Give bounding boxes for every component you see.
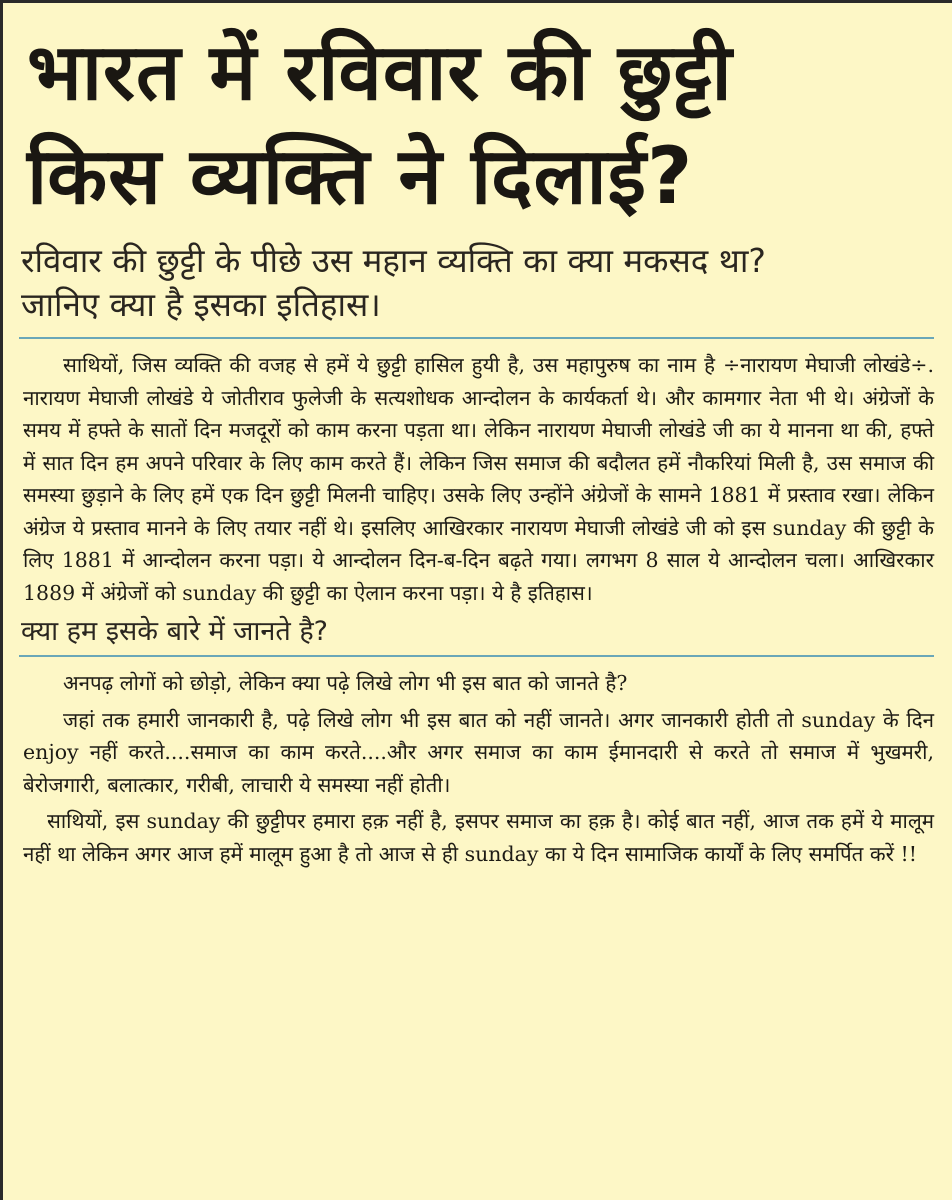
article-paragraph-1: साथियों, जिस व्यक्ति की वजह से हमें ये छुट्टी हासिल हुयी है, उस महापुरुष का नाम है ÷नारायण मेघाजी लोखंडे÷. नारायण मेघाजी लोखंडे ये जोतीराव फुलेजी के सत्यशोधक आन्दोलन के कार्यकर्ता थे। और कामगार नेता भी थे। अंग्रेजों के समय में हफ्ते के सातों दिन मजदूरों को काम करना पड़ता था। लेकिन नारायण मेघाजी लोखंडे जी का ये मानना था की, हफ्ते में सात दिन हम अपने परिवार के लिए काम करते हैं। लेकिन जिस समाज की बदौलत हमें नौकरियां मिली है, उस समाज की समस्या छुड़ाने के लिए हमें एक दिन छुट्टी मिलनी चाहिए। उसके लिए उन्होंने अंग्रेजों के सामने 1881 में प्रस्ताव रखा। लेकिन अंग्रेज ये प्रस्ताव मानने के लिए तयार नहीं थे। इसलिए आखिरकार नारायण मेघाजी लोखंडे जी को इस sunday की छुट्टी के लिए 1881 में आन्दोलन करना पड़ा। ये आन्दोलन दिन-ब-दिन बढ़ते गया। लगभग 8 साल ये आन्दोलन चला। आखिरकार 1889 में अंग्रेजों को sunday की छुट्टी का ऐलान करना पड़ा। ये है इतिहास। [23,353,934,605]
headline-line-2: किस व्यक्ति ने दिलाई? [27,132,694,222]
article-paragraph-3: जहां तक हमारी जानकारी है, पढ़े लिखे लोग भी इस बात को नहीं जानते। अगर जानकारी होती तो sunday के दिन enjoy नहीं करते....समाज का काम करते....और अगर समाज का काम ईमानदारी से करते तो समाज में भुखमरी, बेरोजगारी, बलात्कार, गरीबी, लाचारी ये समस्या नहीं होती। [23,707,934,797]
article-paragraph-4: साथियों, इस sunday की छुट्टीपर हमारा हक़ नहीं है, इसपर समाज का हक़ है। कोई बात नहीं, आज तक हमें ये मालूम नहीं था लेकिन अगर आज हमें मालूम हुआ है तो आज से ही sunday का ये दिन सामाजिक कार्यों के लिए समर्पित करें !! [23,809,934,866]
headline-line-1: भारत में रविवार की छुट्टी [27,28,733,118]
subheadline-line-2: जानिए क्या है इसका इतिहास। [21,285,381,324]
subheadline-line-1: रविवार की छुट्टी के पीछे उस महान व्यक्ति का क्या मकसद था? [21,241,766,280]
subheadline [3,229,952,327]
headline [3,3,952,229]
article-paragraph-2: अनपढ़ लोगों को छोड़ो, लेकिन क्या पढ़े लिखे लोग भी इस बात को जानते है? [63,671,628,695]
section-heading: क्या हम इसके बारे में जानते है? [21,616,328,647]
